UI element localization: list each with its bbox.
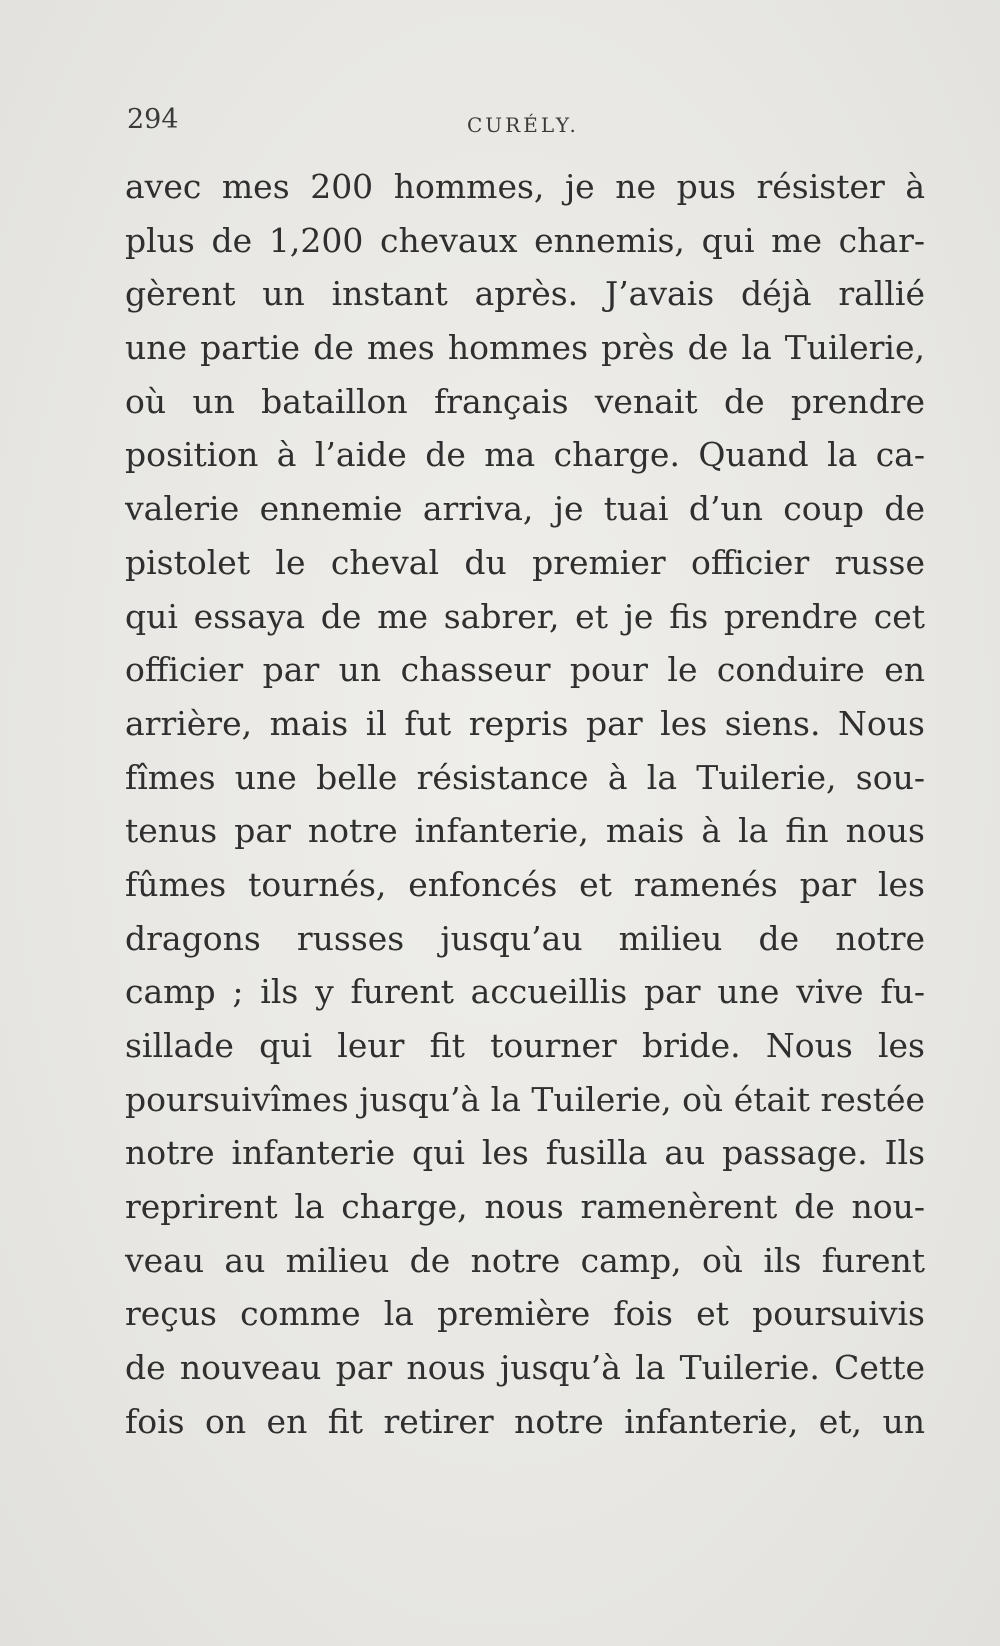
text-line: fûmes tournés, enfoncés et ramenés par les: [125, 864, 925, 904]
text-line: officier par un chasseur pour le conduire en: [125, 650, 925, 690]
text-line: de nouveau par nous jusqu’à la Tuilerie. Cette: [125, 1348, 925, 1388]
text-line: reçus comme la première fois et poursuivis: [125, 1294, 925, 1334]
text-line: gèrent un instant après. J’avais déjà rallié: [125, 274, 925, 314]
text-line: fîmes une belle résistance à la Tuilerie, sou-: [125, 757, 925, 797]
text-line: où un bataillon français venait de prendre: [125, 381, 925, 421]
text-line: fois on en fit retirer notre infanterie, et, un: [125, 1401, 925, 1441]
text-line: tenus par notre infanterie, mais à la fin nous: [125, 811, 925, 851]
text-line: qui essaya de me sabrer, et je fis prendre cet: [125, 596, 925, 636]
text-line: position à l’aide de ma charge. Quand la ca-: [125, 435, 925, 475]
text-line: une partie de mes hommes près de la Tuilerie,: [125, 328, 925, 368]
text-line: camp ; ils y furent accueillis par une vive fu-: [125, 972, 925, 1012]
body-text: [125, 160, 925, 1449]
text-line: sillade qui leur fit tourner bride. Nous les: [125, 1026, 925, 1065]
running-head: CURÉLY.: [467, 113, 579, 137]
text-line: pistolet le cheval du premier officier russe: [125, 542, 925, 582]
text-line: veau au milieu de notre camp, où ils furent: [125, 1240, 925, 1280]
page-header: [127, 104, 927, 144]
text-line: reprirent la charge, nous ramenèrent de nou-: [125, 1187, 925, 1227]
text-line: valerie ennemie arriva, je tuai d’un coup de: [125, 489, 925, 529]
text-line: dragons russes jusqu’au milieu de notre: [125, 918, 925, 958]
text-line: arrière, mais il fut repris par les siens. Nous: [125, 703, 925, 743]
text-line: poursuivîmes jusqu’à la Tuilerie, où était restée: [125, 1079, 926, 1119]
page-number: 294: [127, 104, 179, 135]
text-line: notre infanterie qui les fusilla au passage. Ils: [125, 1133, 925, 1173]
text-line: avec mes 200 hommes, je ne pus résister à: [125, 167, 925, 206]
text-line: plus de 1,200 chevaux ennemis, qui me char-: [125, 220, 925, 260]
